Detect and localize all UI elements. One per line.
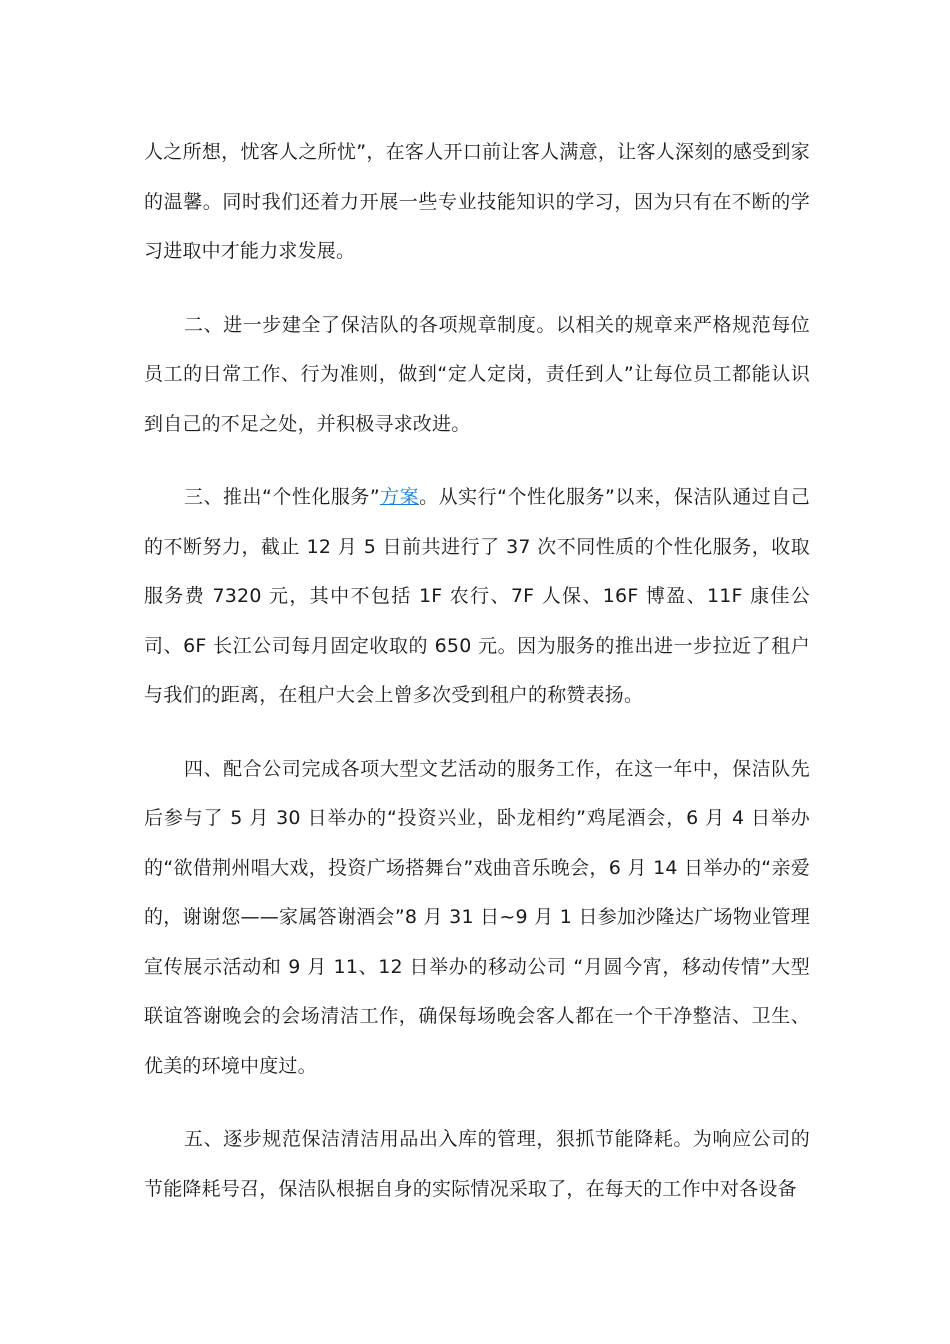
paragraph-text-after-link: 。从实行“个性化服务”以来，保洁队通过自己的不断努力，截止 12 月 5 日前共进行了 37 次不同性质的个性化服务，收取服务费 7320 元，其中不包括 1F 农行、7F 人保、16F 博盈、11F 康佳公司、6F 长江公司每月固定收取的 650 元。因为服务的推出进一步拉近了租户与我们的距离，在租户大会上曾多次受到租户的称赞表扬。	[144, 486, 811, 706]
paragraph-text-before-link: 三、推出“个性化服务”	[184, 486, 380, 508]
paragraph-gap	[144, 277, 810, 301]
paragraph-gap	[144, 721, 810, 745]
paragraph-personalized-service	[144, 473, 810, 721]
paragraph-events: 四、配合公司完成各项大型文艺活动的服务工作，在这一年中，保洁队先后参与了 5 月 30 日举办的“投资兴业，卧龙相约”鸡尾酒会，6 月 4 日举办的“欲借荆州唱大戏，投资广场搭舞台”戏曲音乐晚会，6 月 14 日举办的“亲爱的，谢谢您——家属答谢酒会”8 月 31 日~9 月 1 日参加沙隆达广场物业管理宣传展示活动和 9 月 11、12 日举办的移动公司 “月圆今宵，移动传情”大型联谊答谢晚会的会场清洁工作，确保每场晚会客人都在一个干净整洁、卫生、优美的环境中度过。	[144, 757, 810, 1077]
paragraph-gap	[144, 1091, 810, 1115]
paragraph-continuation: 人之所想，忧客人之所忧”，在客人开口前让客人满意，让客人深刻的感受到家的温馨。同时我们还着力开展一些专业技能知识的学习，因为只有在不断的学习进取中才能力求发展。	[144, 141, 810, 262]
paragraph-regulations: 二、进一步建全了保洁队的各项规章制度。以相关的规章来严格规范每位员工的日常工作、行为准则，做到“定人定岗，责任到人”让每位员工都能认识到自己的不足之处，并积极寻求改进。	[144, 313, 810, 435]
paragraph-supplies: 五、逐步规范保洁清洁用品出入库的管理，狠抓节能降耗。为响应公司的节能降耗号召，保洁队根据自身的实际情况采取了，在每天的工作中对各设备	[144, 1128, 810, 1200]
paragraph-gap	[144, 449, 810, 473]
plan-link[interactable]: 方案	[379, 486, 420, 508]
document-body	[144, 128, 810, 1214]
